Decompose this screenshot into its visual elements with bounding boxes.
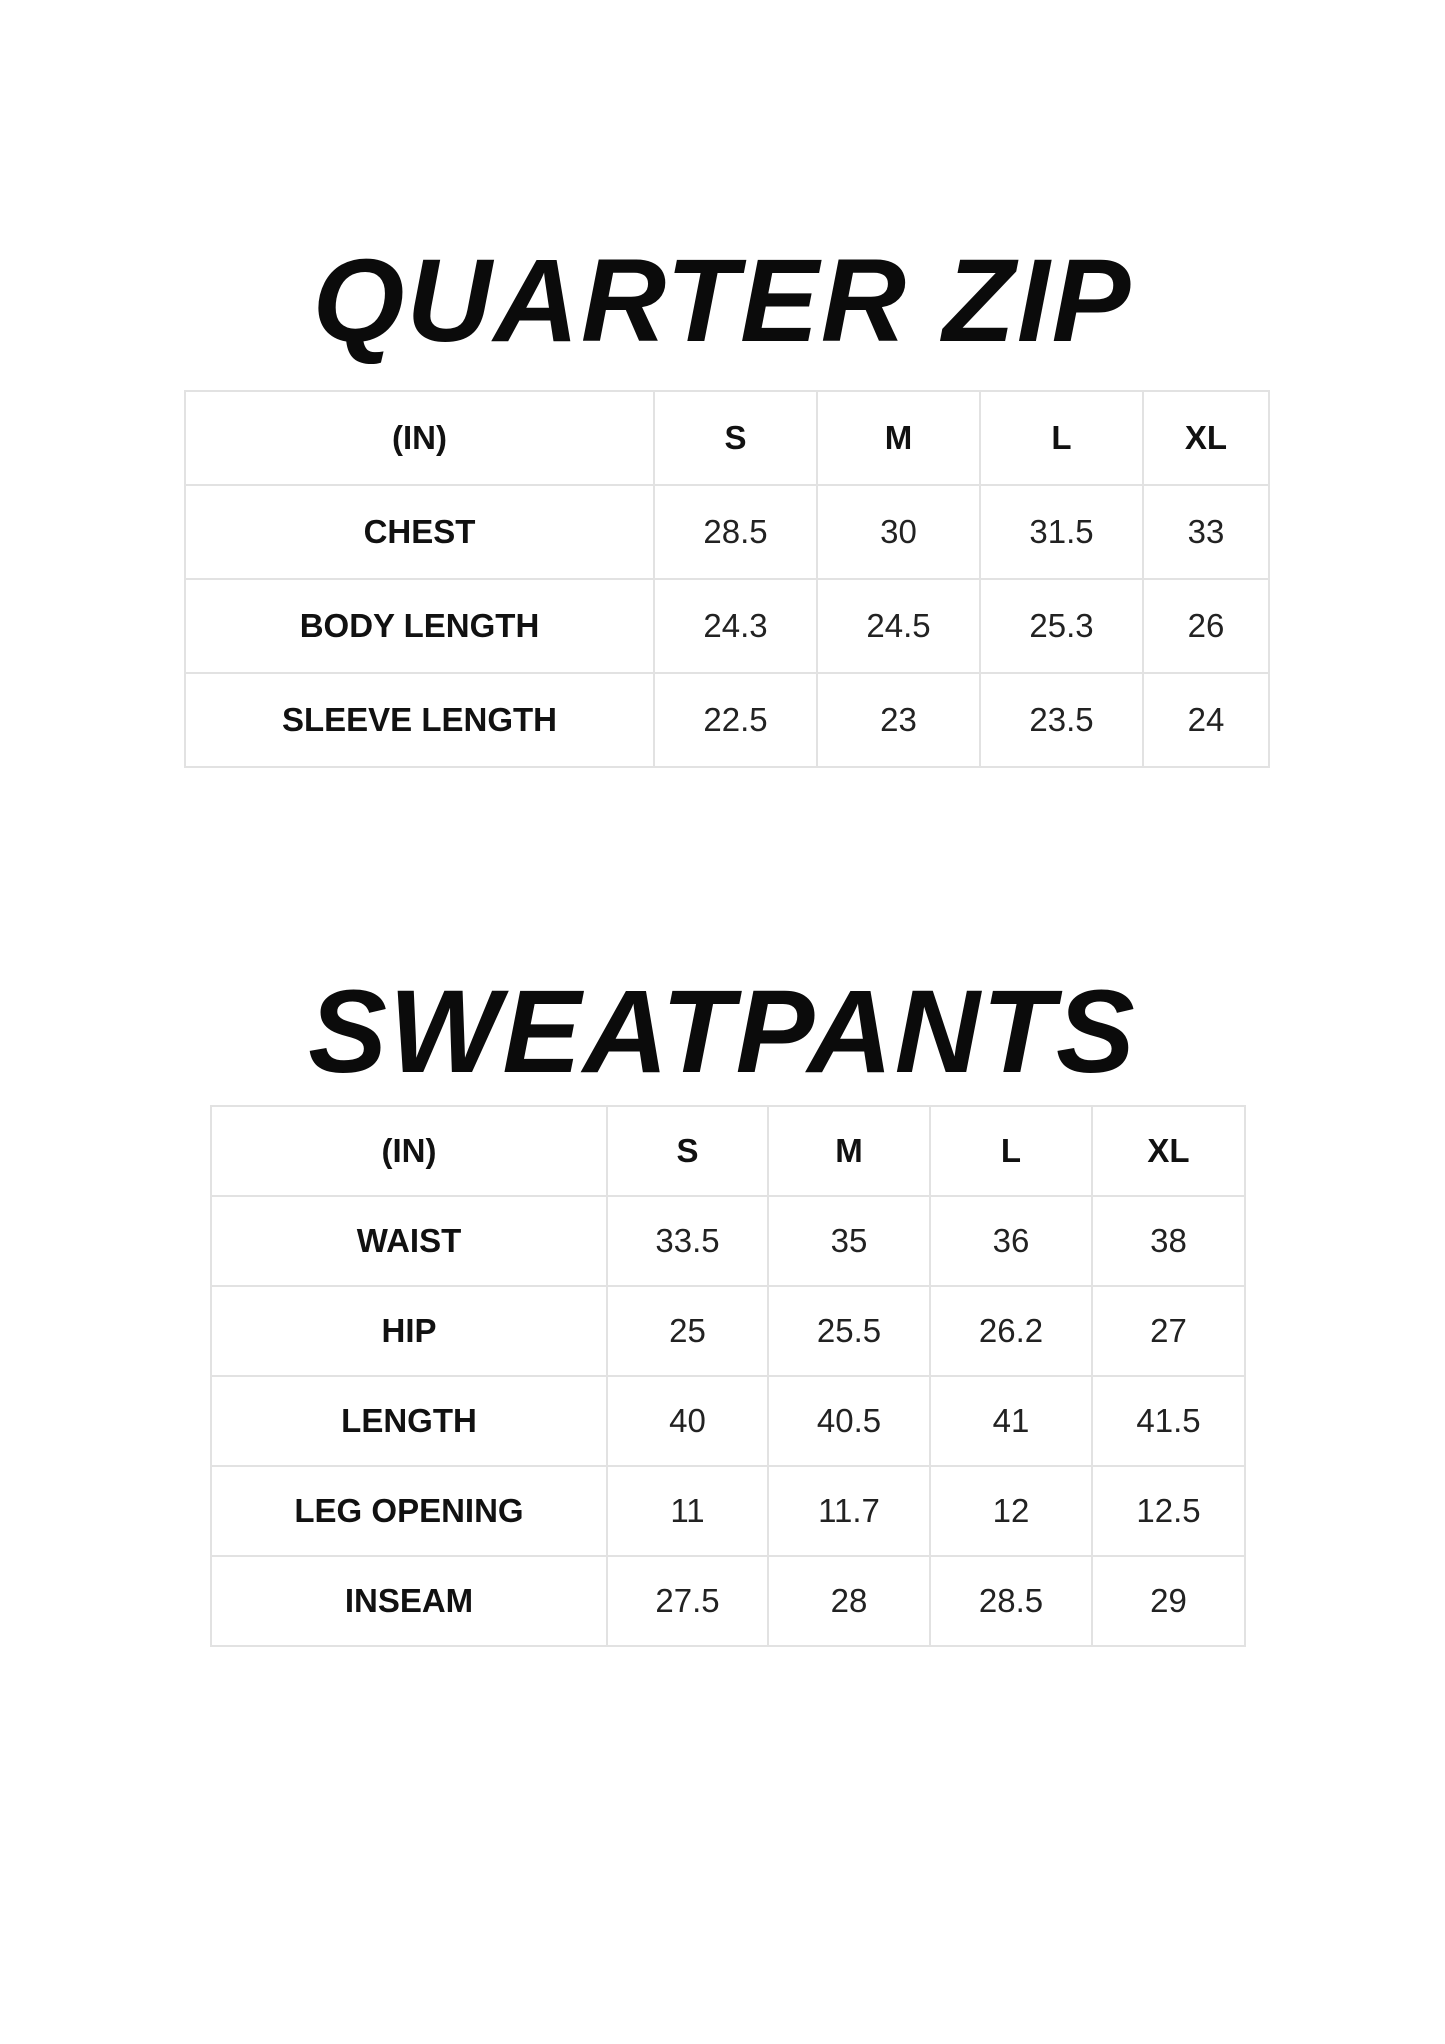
- cell-value: 12: [930, 1466, 1092, 1556]
- cell-value: 23: [817, 673, 980, 767]
- header-size-xl: XL: [1143, 391, 1269, 485]
- row-label: INSEAM: [211, 1556, 607, 1646]
- cell-value: 40.5: [768, 1376, 930, 1466]
- quarter-zip-title: QUARTER ZIP: [312, 235, 1133, 367]
- cell-value: 41.5: [1092, 1376, 1245, 1466]
- sweatpants-title: SWEATPANTS: [308, 966, 1137, 1098]
- cell-value: 31.5: [980, 485, 1143, 579]
- header-size-m: M: [817, 391, 980, 485]
- header-size-s: S: [607, 1106, 768, 1196]
- cell-value: 11: [607, 1466, 768, 1556]
- sweatpants-size-table: [210, 1105, 1246, 1647]
- cell-value: 41: [930, 1376, 1092, 1466]
- cell-value: 24.5: [817, 579, 980, 673]
- cell-value: 12.5: [1092, 1466, 1245, 1556]
- cell-value: 40: [607, 1376, 768, 1466]
- table-header-row: [211, 1106, 1245, 1196]
- cell-value: 26.2: [930, 1286, 1092, 1376]
- cell-value: 30: [817, 485, 980, 579]
- row-label: CHEST: [185, 485, 654, 579]
- row-label: WAIST: [211, 1196, 607, 1286]
- table-row: [211, 1196, 1245, 1286]
- cell-value: 27.5: [607, 1556, 768, 1646]
- header-size-l: L: [930, 1106, 1092, 1196]
- cell-value: 22.5: [654, 673, 817, 767]
- header-size-l: L: [980, 391, 1143, 485]
- row-label: BODY LENGTH: [185, 579, 654, 673]
- table-row: [211, 1556, 1245, 1646]
- table-row: [185, 579, 1269, 673]
- cell-value: 28.5: [930, 1556, 1092, 1646]
- header-size-xl: XL: [1092, 1106, 1245, 1196]
- cell-value: 36: [930, 1196, 1092, 1286]
- table-header-row: [185, 391, 1269, 485]
- cell-value: 28: [768, 1556, 930, 1646]
- header-unit: (IN): [185, 391, 654, 485]
- cell-value: 24.3: [654, 579, 817, 673]
- cell-value: 11.7: [768, 1466, 930, 1556]
- cell-value: 25: [607, 1286, 768, 1376]
- cell-value: 35: [768, 1196, 930, 1286]
- table-row: [211, 1286, 1245, 1376]
- quarter-zip-size-table: [184, 390, 1270, 768]
- table-row: [211, 1466, 1245, 1556]
- cell-value: 38: [1092, 1196, 1245, 1286]
- row-label: LENGTH: [211, 1376, 607, 1466]
- row-label: SLEEVE LENGTH: [185, 673, 654, 767]
- cell-value: 28.5: [654, 485, 817, 579]
- cell-value: 29: [1092, 1556, 1245, 1646]
- cell-value: 25.5: [768, 1286, 930, 1376]
- cell-value: 25.3: [980, 579, 1143, 673]
- table-row: [211, 1376, 1245, 1466]
- cell-value: 27: [1092, 1286, 1245, 1376]
- header-size-m: M: [768, 1106, 930, 1196]
- row-label: HIP: [211, 1286, 607, 1376]
- table-row: [185, 673, 1269, 767]
- header-size-s: S: [654, 391, 817, 485]
- row-label: LEG OPENING: [211, 1466, 607, 1556]
- table-row: [185, 485, 1269, 579]
- cell-value: 24: [1143, 673, 1269, 767]
- cell-value: 23.5: [980, 673, 1143, 767]
- cell-value: 26: [1143, 579, 1269, 673]
- header-unit: (IN): [211, 1106, 607, 1196]
- cell-value: 33: [1143, 485, 1269, 579]
- cell-value: 33.5: [607, 1196, 768, 1286]
